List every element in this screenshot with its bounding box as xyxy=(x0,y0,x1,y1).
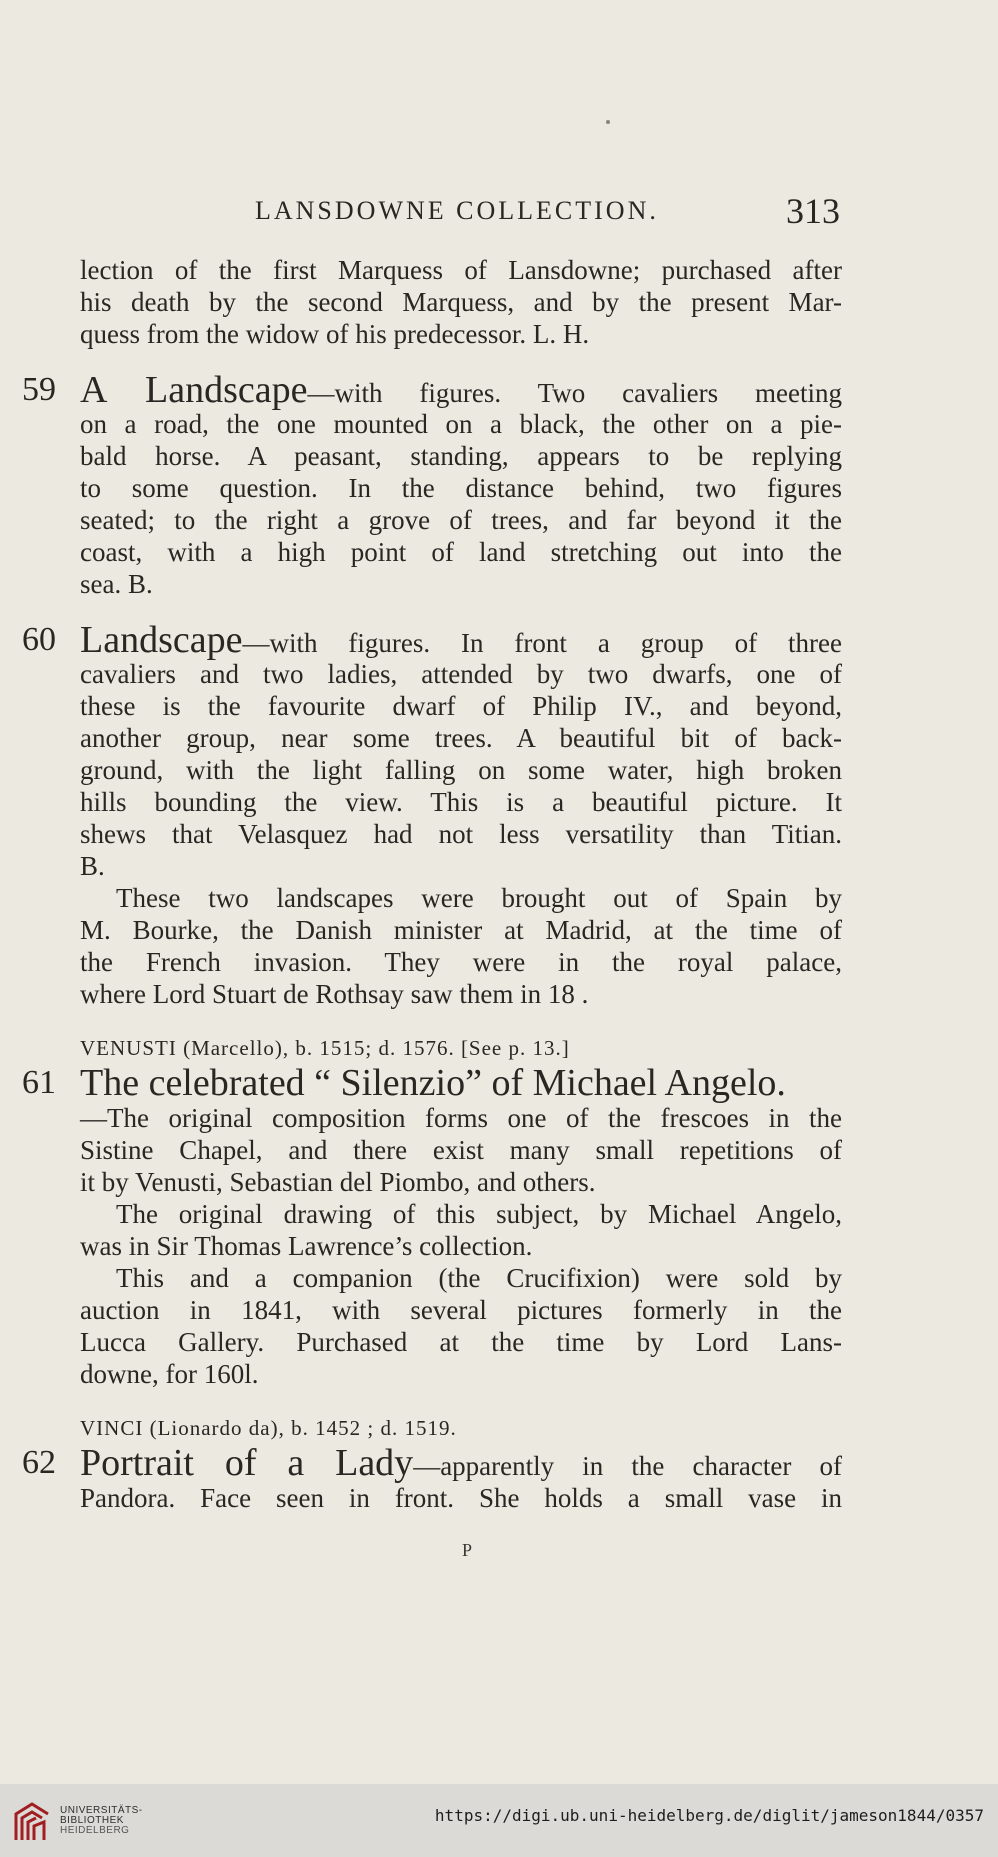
text-line: to some question. In the distance behind, two figures xyxy=(80,473,842,503)
catalogue-entry-60 xyxy=(22,619,842,1010)
text-line: bald horse. A peasant, standing, appears to be replying xyxy=(80,441,842,471)
text-line: The original drawing of this subject, by Michael Angelo, xyxy=(116,1199,842,1229)
text-line: M. Bourke, the Danish minister at Madrid, at the time of xyxy=(80,915,842,945)
entry-number: 59 xyxy=(22,371,56,408)
library-name: UNIVERSITÄTS- BIBLIOTHEK HEIDELBERG xyxy=(60,1805,143,1836)
entry-number: 62 xyxy=(22,1444,56,1481)
text-line: downe, for 160l. xyxy=(80,1359,259,1389)
text-line: his death by the second Marquess, and by the present Mar- xyxy=(80,287,842,317)
text-line: ground, with the light falling on some water, high broken xyxy=(80,755,842,785)
text-line: these is the favourite dwarf of Philip IV., and beyond, xyxy=(80,691,842,721)
text-line: seated; to the right a grove of trees, and far beyond it the xyxy=(80,505,842,535)
catalogue-entry-59 xyxy=(22,369,842,600)
source-url-link[interactable]: https://digi.ub.uni-heidelberg.de/diglit/jameson1844/0357 xyxy=(434,1806,984,1825)
entry-number: 61 xyxy=(22,1064,56,1101)
catalogue-entry-61 xyxy=(22,1062,842,1390)
entry-title: The celebrated “ Silenzio” of Michael Angelo. xyxy=(80,1062,786,1104)
body-text xyxy=(22,254,842,1514)
text-line: Lucca Gallery. Purchased at the time by Lord Lans- xyxy=(80,1327,842,1357)
entry-title: Landscape xyxy=(80,619,243,661)
text-line: Pandora. Face seen in front. She holds a small vase in xyxy=(80,1483,842,1513)
entry-title: A Landscape xyxy=(80,369,308,411)
viewer-footer xyxy=(0,1784,998,1857)
text-line: —The original composition forms one of the frescoes in the xyxy=(80,1103,842,1133)
text-line: it by Venusti, Sebastian del Piombo, and others. xyxy=(80,1167,596,1197)
text-line: cavaliers and two ladies, attended by two dwarfs, one of xyxy=(80,659,842,689)
artist-heading-venusti: VENUSTI (Marcello), b. 1515; d. 1576. [See p. 13.] xyxy=(80,1036,570,1060)
text-line: B. xyxy=(80,851,105,881)
text-line: shews that Velasquez had not less versatility than Titian. xyxy=(80,819,842,849)
text-line: on a road, the one mounted on a black, the other on a pie- xyxy=(80,409,842,439)
entry-subtitle: —apparently in the character of xyxy=(413,1451,842,1481)
page-number: 313 xyxy=(786,191,840,231)
entry-subtitle: —with figures. In front a group of three xyxy=(242,628,842,658)
entry-title: Portrait of a Lady xyxy=(80,1442,414,1484)
entry-number: 60 xyxy=(22,621,56,658)
signature-mark: P xyxy=(462,1540,473,1560)
text-line: the French invasion. They were in the royal palace, xyxy=(80,947,842,977)
running-head xyxy=(80,192,840,232)
text-line: was in Sir Thomas Lawrence’s collection. xyxy=(80,1231,533,1261)
university-library-logo-icon xyxy=(12,1800,52,1844)
text-line: where Lord Stuart de Rothsay saw them in 18 . xyxy=(80,979,589,1009)
text-line: another group, near some trees. A beautiful bit of back- xyxy=(80,723,842,753)
text-line: This and a companion (the Crucifixion) were sold by xyxy=(116,1263,842,1293)
catalogue-entry-62 xyxy=(22,1442,842,1514)
text-line: quess from the widow of his predecessor. L. H. xyxy=(80,319,590,349)
text-line: sea. B. xyxy=(80,569,153,599)
text-line: Sistine Chapel, and there exist many small repetitions of xyxy=(80,1135,842,1165)
text-line: These two landscapes were brought out of Spain by xyxy=(116,883,842,913)
text-line: auction in 1841, with several pictures formerly in the xyxy=(80,1295,842,1325)
entry-subtitle: —with figures. Two cavaliers meeting xyxy=(307,378,842,408)
artist-heading-vinci: VINCI (Lionardo da), b. 1452 ; d. 1519. xyxy=(80,1416,457,1440)
running-head-title: LANSDOWNE COLLECTION. xyxy=(255,196,659,225)
text-line: hills bounding the view. This is a beautiful picture. It xyxy=(80,787,842,817)
ink-speck xyxy=(606,120,610,124)
text-line: lection of the first Marquess of Lansdowne; purchased after xyxy=(80,255,842,285)
text-line: coast, with a high point of land stretching out into the xyxy=(80,537,842,567)
